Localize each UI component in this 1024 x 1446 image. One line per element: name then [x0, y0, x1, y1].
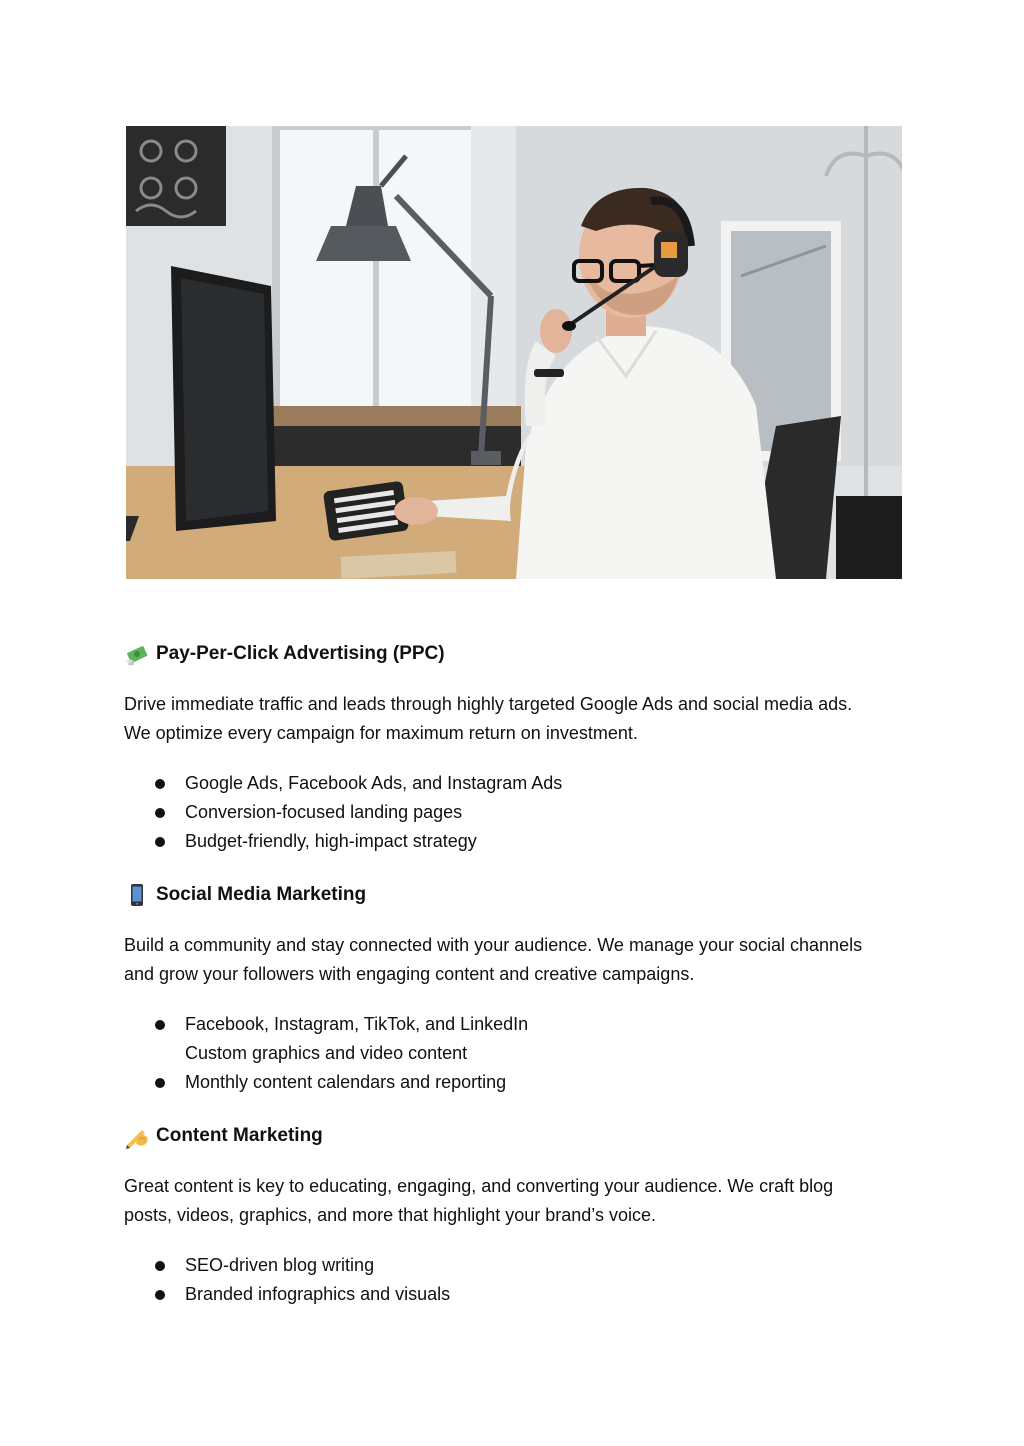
- paragraph-line: Drive immediate traffic and leads through highly targeted Google Ads and social media ads.: [124, 694, 853, 714]
- list-item-text: Budget-friendly, high-impact strategy: [185, 831, 477, 851]
- writing-hand-icon: [124, 1123, 150, 1149]
- mobile-phone-icon: [124, 882, 150, 908]
- bullet-list: [124, 1010, 914, 1097]
- services-content: [124, 640, 914, 1309]
- hero-photo: [126, 126, 902, 579]
- list-item: [124, 1280, 914, 1309]
- bullet-list: [124, 769, 914, 856]
- bullet-dot-icon: [155, 779, 165, 789]
- paragraph-line: Build a community and stay connected with your audience. We manage your social channels: [124, 935, 863, 955]
- section-title-ppc: [124, 640, 914, 668]
- list-item: [124, 827, 914, 856]
- bullet-dot-icon: [155, 837, 165, 847]
- list-item: [124, 769, 914, 798]
- bullet-dot-icon: [155, 1290, 165, 1300]
- bullet-dot-icon: [155, 1020, 165, 1030]
- list-item-text: Monthly content calendars and reporting: [185, 1072, 507, 1092]
- list-item-text: SEO-driven blog writing: [185, 1255, 375, 1275]
- paragraph-line: Great content is key to educating, engaging, and converting your audience. We craft blog: [124, 1176, 834, 1196]
- bullet-dot-icon: [155, 808, 165, 818]
- list-item-text: Facebook, Instagram, TikTok, and LinkedIn: [185, 1014, 529, 1034]
- hero-photo-illustration: [126, 126, 902, 579]
- section-description: [124, 931, 914, 989]
- list-item: [124, 1251, 914, 1280]
- section-title-text: Social Media Marketing: [156, 884, 367, 905]
- section-description: [124, 1172, 914, 1230]
- bullet-list: [124, 1251, 914, 1309]
- paragraph-line: We optimize every campaign for maximum return on investment.: [124, 723, 638, 743]
- list-item-text: Custom graphics and video content: [185, 1043, 468, 1063]
- paragraph-line: and grow your followers with engaging content and creative campaigns.: [124, 964, 695, 984]
- list-item: [124, 1039, 914, 1068]
- money-with-wings-icon: [124, 641, 150, 667]
- section-title-text: Pay-Per-Click Advertising (PPC): [156, 643, 445, 664]
- bullet-dot-icon: [155, 1261, 165, 1271]
- bullet-dot-icon: [155, 1078, 165, 1088]
- section-title-social-media: [124, 881, 914, 909]
- list-item: [124, 1010, 914, 1039]
- list-item-text: Google Ads, Facebook Ads, and Instagram Ads: [185, 773, 563, 793]
- list-item-text: Conversion-focused landing pages: [185, 802, 463, 822]
- section-title-text: Content Marketing: [156, 1125, 323, 1146]
- section-title-content-marketing: [124, 1122, 914, 1150]
- list-item-text: Branded infographics and visuals: [185, 1284, 451, 1304]
- list-item: [124, 798, 914, 827]
- section-description: [124, 690, 914, 748]
- paragraph-line: posts, videos, graphics, and more that highlight your brand’s voice.: [124, 1205, 656, 1225]
- list-item: [124, 1068, 914, 1097]
